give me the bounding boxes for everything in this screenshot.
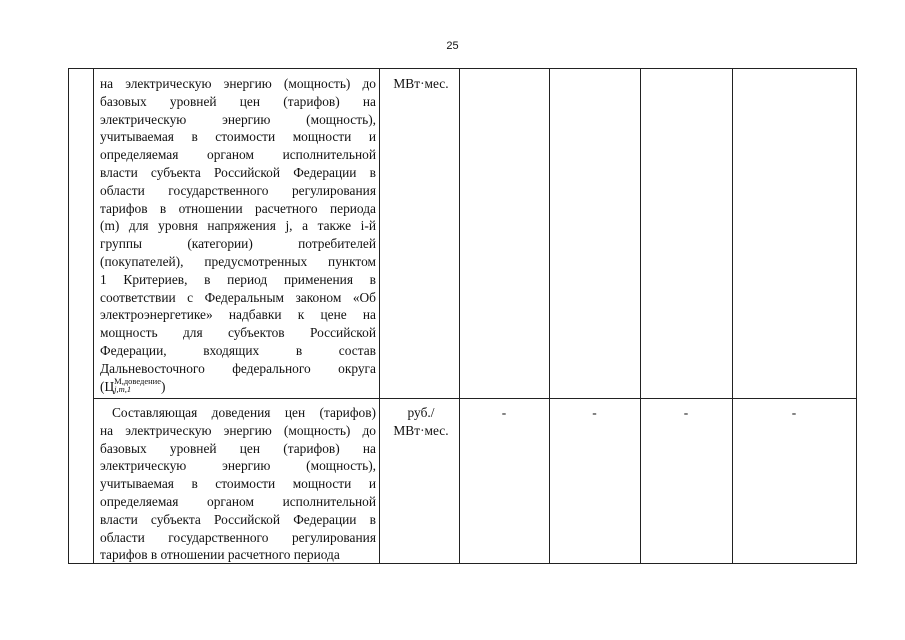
col-divider — [379, 69, 380, 563]
col-divider — [549, 69, 550, 563]
row1-formula — [100, 378, 376, 398]
row1-line: Федерации, входящих в состав — [100, 342, 376, 358]
formula-sub: j,m,1 — [114, 384, 132, 395]
row1-line: тарифов в отношении расчетного периода — [100, 200, 376, 216]
row1-unit: МВт·мес. — [393, 76, 449, 91]
row1-line: учитываемая в стоимости мощности и — [100, 129, 376, 145]
tariff-table — [68, 68, 857, 564]
row2-unit-line2: МВт·мес. — [393, 422, 449, 438]
row1-line: определяемая органом исполнительной — [100, 147, 376, 163]
row1-line: власти субъекта Российской Федерации в — [100, 164, 376, 180]
row2-value-3: - — [683, 405, 689, 420]
col-divider — [459, 69, 460, 563]
row1-line: группы (категории) потребителей — [100, 236, 376, 252]
row2-line: области государственного регулирования — [100, 529, 376, 545]
col-divider — [640, 69, 641, 563]
row2-line: власти субъекта Российской Федерации в — [100, 511, 376, 527]
row-divider — [93, 398, 856, 399]
row2-line: на электрическую энергию (мощность) до — [100, 422, 376, 438]
price-formula — [100, 379, 165, 394]
row2-line: учитываемая в стоимости мощности и — [100, 476, 376, 492]
row1-line: 1 Критериев, в период применения в — [100, 271, 376, 287]
row1-line: электроэнергетике» надбавки к цене на — [100, 307, 376, 323]
row1-line: Дальневосточного федерального округа — [100, 360, 376, 376]
formula-symbol: (Ц — [100, 378, 115, 394]
col-divider — [732, 69, 733, 563]
formula-sup: М,доведение — [114, 377, 161, 387]
row1-line: (m) для уровня напряжения j, а также i-й — [100, 218, 376, 234]
row2-line: тарифов в отношении расчетного периода — [100, 547, 340, 563]
row2-value-4: - — [791, 405, 797, 420]
row1-line: базовых уровней цен (тарифов) на — [100, 93, 376, 109]
col-divider — [93, 69, 94, 563]
row2-value-1: - — [501, 405, 507, 420]
formula-close: ) — [161, 378, 166, 394]
row1-line: области государственного регулирования — [100, 182, 376, 198]
row2-line: определяемая органом исполнительной — [100, 493, 376, 509]
row1-description — [100, 75, 376, 398]
row2-unit-line1: руб./ — [407, 405, 435, 420]
row2-line: Составляющая доведения цен (тарифов) — [112, 405, 376, 420]
row2-line: базовых уровней цен (тарифов) на — [100, 440, 376, 456]
row1-line: соответствии с Федеральным законом «Об — [100, 289, 376, 305]
row2-description — [100, 404, 376, 564]
row2-value-2: - — [592, 405, 597, 420]
page-number: 25 — [446, 40, 459, 52]
row1-line: мощность для субъектов Российской — [100, 325, 376, 341]
row1-line: на электрическую энергию (мощность) до — [100, 76, 376, 91]
row1-line: (покупателей), предусмотренных пунктом — [100, 253, 376, 269]
row1-line: электрическую энергию (мощность), — [100, 111, 376, 127]
row2-line: электрическую энергию (мощность), — [100, 458, 376, 474]
formula-indices — [114, 378, 161, 394]
row2-unit — [385, 404, 457, 440]
